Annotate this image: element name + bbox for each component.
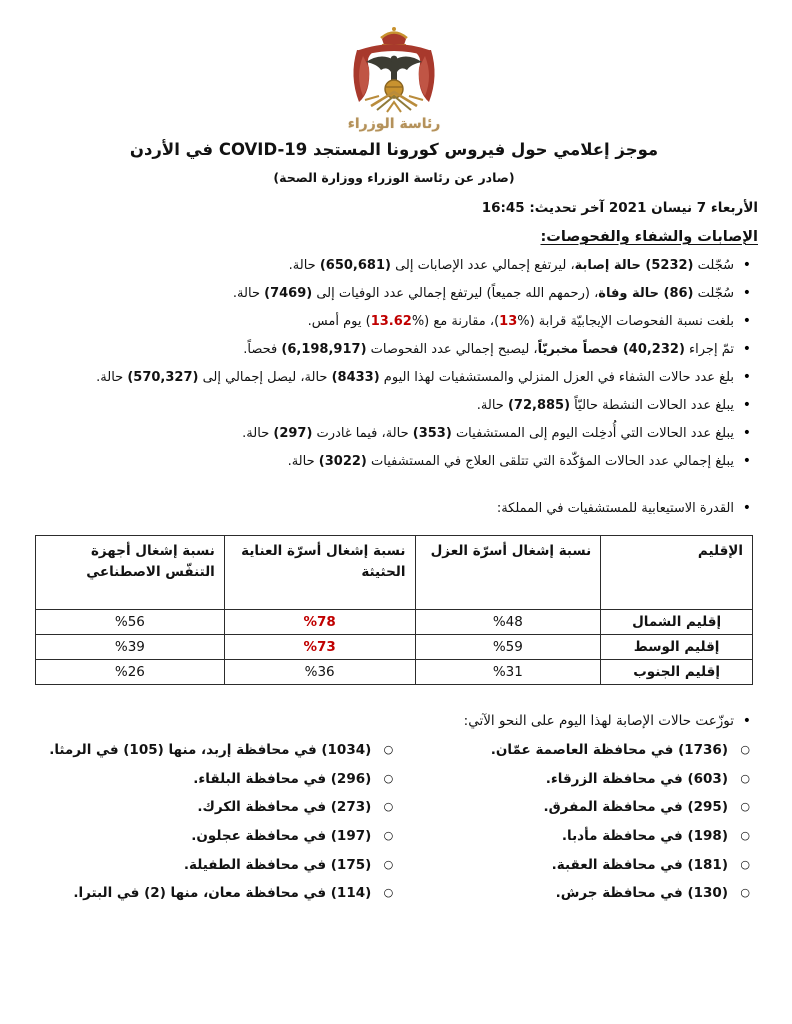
stat-positivity-rate: • بلغت نسبة الفحوصات الإيجابيّة قرابة (%13)، مقارنة مع (%13.62) يوم أمس. <box>30 311 758 332</box>
col-header-isolation: نسبة إشغال أسرّة العزل <box>415 536 601 610</box>
gov-karak: ○ (273) في محافظة الكرك. <box>30 797 401 819</box>
distribution-heading: • توزّعت حالات الإصابة لهذا اليوم على النحو الآتي: <box>30 711 758 733</box>
isolation-occupancy: %31 <box>415 660 601 685</box>
stat-hospital-admissions: • يبلغ عدد الحالات التي أُدخِلت اليوم إلى المستشفيات (353) حالة، فيما غادرت (297) حالة. <box>30 423 758 444</box>
jordan-coat-of-arms-icon <box>335 26 453 118</box>
gov-zarqa: ○ (603) في محافظة الزرقاء. <box>401 769 758 791</box>
icu-occupancy: %73 <box>224 635 415 660</box>
gov-maan: ○ (114) في محافظة معان، منها (2) في البترا. <box>30 883 401 905</box>
region-name: إقليم الجنوب <box>601 660 753 685</box>
ventilator-occupancy: %39 <box>36 635 225 660</box>
governorate-list-left <box>30 740 401 905</box>
gov-madaba: ○ (198) في محافظة مأدبا. <box>401 826 758 848</box>
region-name: إقليم الوسط <box>601 635 753 660</box>
capacity-heading: • القدرة الاستيعابية للمستشفيات في المملكة: <box>30 498 758 519</box>
table-row-north <box>36 610 753 635</box>
region-name: إقليم الشمال <box>601 610 753 635</box>
distribution-columns <box>30 740 758 912</box>
gov-jerash: ○ (130) في محافظة جرش. <box>401 883 758 905</box>
icu-occupancy: %36 <box>224 660 415 685</box>
isolation-occupancy: %59 <box>415 635 601 660</box>
stat-active-cases: • يبلغ عدد الحالات النشطة حاليّاً (72,885) حالة. <box>30 395 758 416</box>
gov-tafileh: ○ (175) في محافظة الطفيلة. <box>30 855 401 877</box>
icu-occupancy: %78 <box>224 610 415 635</box>
header-logo <box>30 26 758 132</box>
stat-hospitalized-total: • يبلغ إجمالي عدد الحالات المؤكّدة التي تتلقى العلاج في المستشفيات (3022) حالة. <box>30 451 758 472</box>
distribution-heading-list <box>30 711 758 733</box>
document-subtitle: (صادر عن رئاسة الوزراء ووزارة الصحة) <box>273 170 515 185</box>
col-header-icu: نسبة إشغال أسرّة العناية الحثيثة <box>224 536 415 610</box>
table-row-central <box>36 635 753 660</box>
statistics-list <box>30 255 758 472</box>
gov-mafraq: ○ (295) في محافظة المفرق. <box>401 797 758 819</box>
logo-calligraphy: رئاسة الوزراء <box>347 116 441 132</box>
col-header-ventilators: نسبة إشغال أجهزة التنفّس الاصطناعي <box>36 536 225 610</box>
table-row-south <box>36 660 753 685</box>
table-header-row <box>36 536 753 610</box>
stat-recoveries: • بلغ عدد حالات الشفاء في العزل المنزلي والمستشفيات لهذا اليوم (8433) حالة، ليصل إجمالي إلى (570,327) حالة. <box>30 367 758 388</box>
date-line: الأربعاء 7 نيسان 2021 آخر تحديث: 16:45 <box>481 200 758 216</box>
isolation-occupancy: %48 <box>415 610 601 635</box>
distribution-column-left <box>30 740 401 912</box>
stat-new-cases: • سُجّلت (5232) حالة إصابة، ليرتفع إجمالي عدد الإصابات إلى (650,681) حالة. <box>30 255 758 276</box>
gov-ajloun: ○ (197) في محافظة عجلون. <box>30 826 401 848</box>
col-header-region: الإقليم <box>601 536 753 610</box>
ventilator-occupancy: %26 <box>36 660 225 685</box>
capacity-heading-list <box>30 498 758 519</box>
stat-deaths: • سُجّلت (86) حالة وفاة، (رحمهم الله جميعاً) ليرتفع إجمالي عدد الوفيات إلى (7469) حالة. <box>30 283 758 304</box>
document-title: موجز إعلامي حول فيروس كورونا المستجد COVID-19 في الأردن <box>129 140 659 159</box>
governorate-list-right <box>401 740 758 905</box>
gov-balqa: ○ (296) في محافظة البلقاء. <box>30 769 401 791</box>
stat-lab-tests: • تمّ إجراء (40,232) فحصاً مخبريّاً، ليصبح إجمالي عدد الفحوصات (6,198,917) فحصاً. <box>30 339 758 360</box>
gov-irbid: ○ (1034) في محافظة إربد، منها (105) في الرمثا. <box>30 740 401 762</box>
gov-amman: ○ (1736) في محافظة العاصمة عمّان. <box>401 740 758 762</box>
distribution-column-right <box>401 740 758 912</box>
section-heading: الإصابات والشفاء والفحوصات: <box>540 229 758 245</box>
ventilator-occupancy: %56 <box>36 610 225 635</box>
hospital-capacity-table <box>35 535 753 685</box>
gov-aqaba: ○ (181) في محافظة العقبة. <box>401 855 758 877</box>
